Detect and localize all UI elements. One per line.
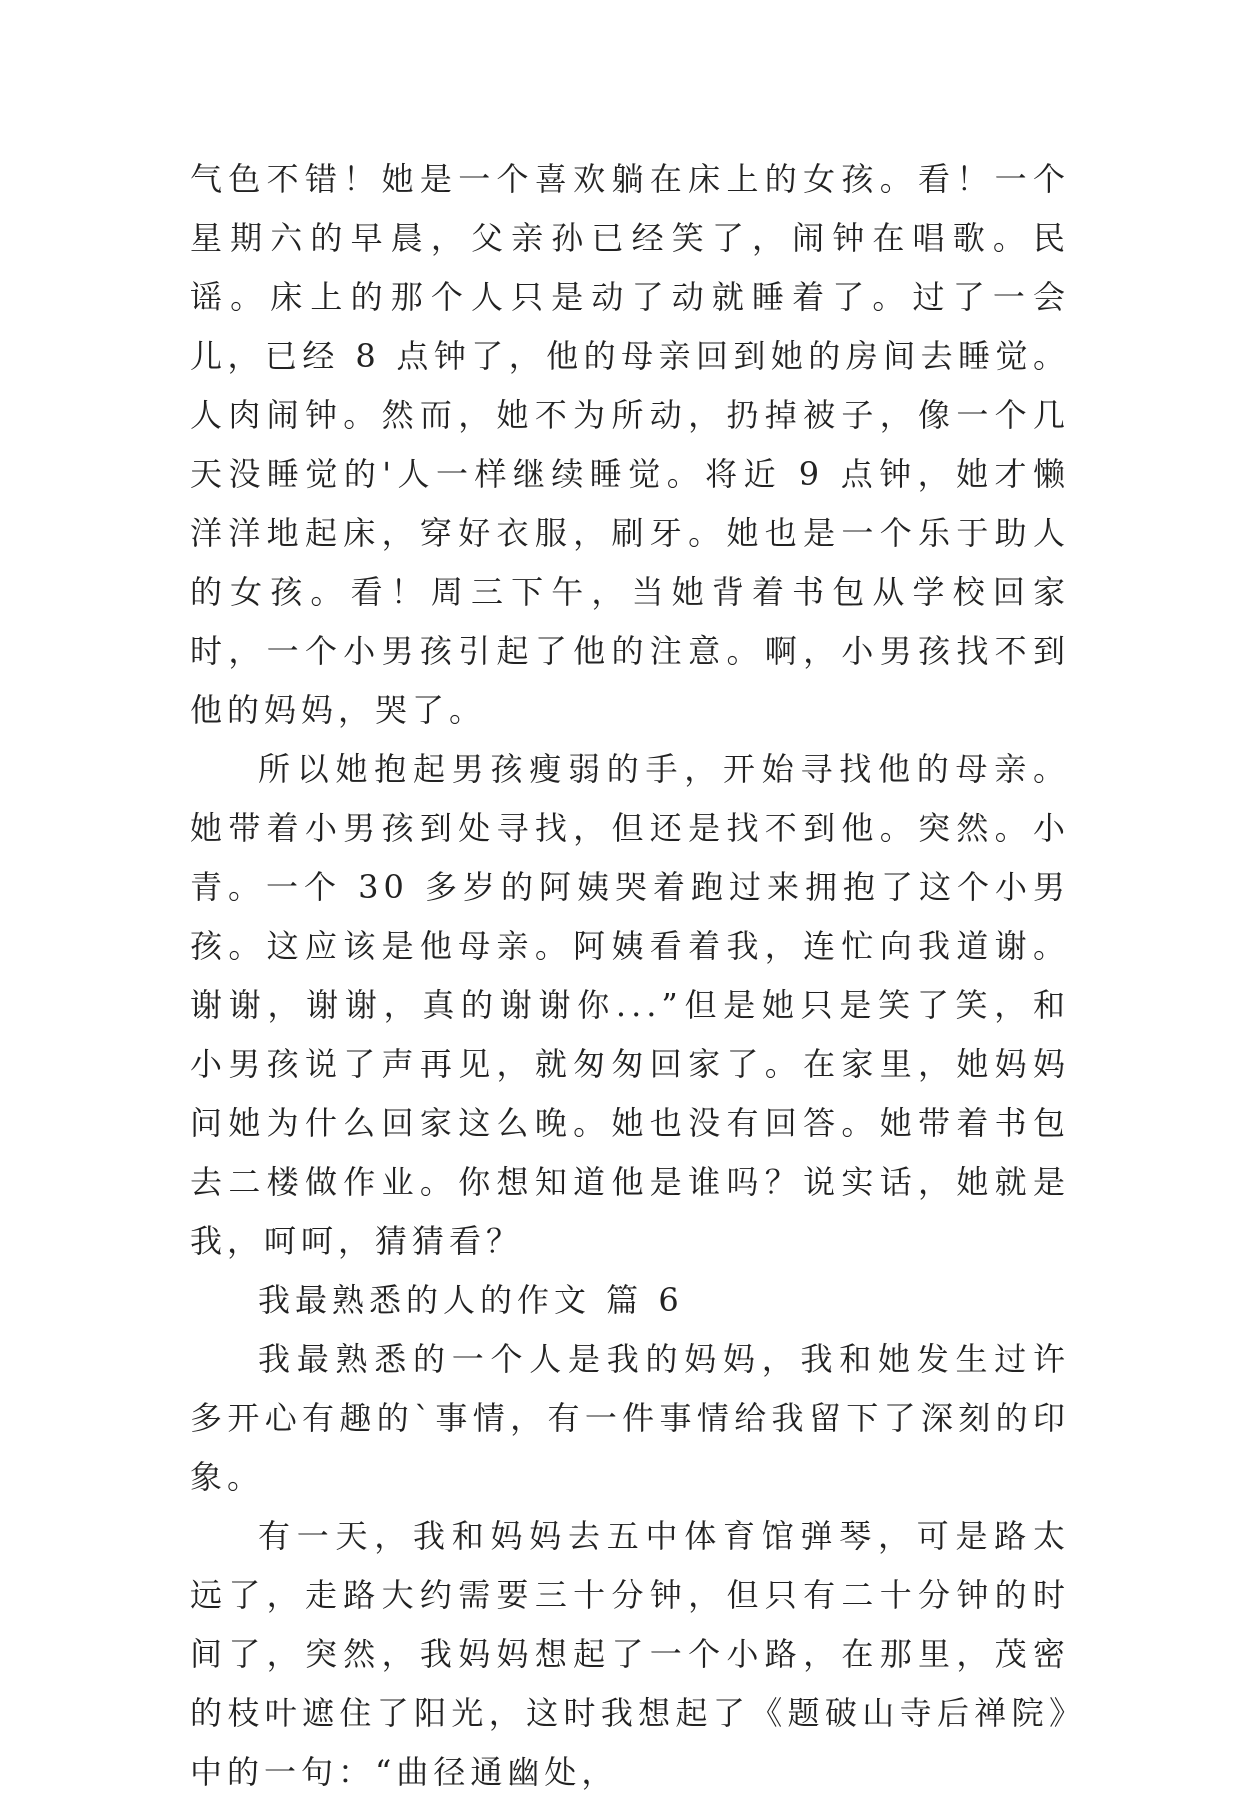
paragraph-2: 所以她抱起男孩瘦弱的手，开始寻找他的母亲。她带着小男孩到处寻找，但还是找不到他。突然。小青。一个 30 多岁的阿姨哭着跑过来拥抱了这个小男孩。这应该是他母亲。阿姨看着我，连忙向我道谢。谢谢，谢谢，真的谢谢你...”但是她只是笑了笑，和小男孩说了声再见，就匆匆回家了。在家里，她妈妈问她为什么回家这么晚。她也没有回答。她带着书包去二楼做作业。你想知道他是谁吗？说实话，她就是我，呵呵，猜猜看？ [190, 750, 1070, 1260]
paragraph-4: 有一天，我和妈妈去五中体育馆弹琴，可是路太远了，走路大约需要三十分钟，但只有二十分钟的时间了，突然，我妈妈想起了一个小路，在那里，茂密的枝叶遮住了阳光，这时我想起了《题破山寺后禅院》中的一句：“曲径通幽处， [190, 1517, 1070, 1791]
document-body [190, 150, 1070, 1802]
paragraph-1: 气色不错！她是一个喜欢躺在床上的女孩。看！一个星期六的早晨，父亲孙已经笑了，闹钟在唱歌。民谣。床上的那个人只是动了动就睡着了。过了一会儿，已经 8 点钟了，他的母亲回到她的房间去睡觉。人肉闹钟。然而，她不为所动，扔掉被子，像一个几天没睡觉的'人一样继续睡觉。将近 9 点钟，她才懒洋洋地起床，穿好衣服，刷牙。她也是一个乐于助人的女孩。看！周三下午，当她背着书包从学校回家时，一个小男孩引起了他的注意。啊，小男孩找不到他的妈妈，哭了。 [190, 160, 1070, 729]
section-heading: 我最熟悉的人的作文 篇 6 [258, 1281, 684, 1319]
paragraph-3: 我最熟悉的一个人是我的妈妈，我和她发生过许多开心有趣的`事情，有一件事情给我留下了深刻的印象。 [190, 1340, 1070, 1496]
